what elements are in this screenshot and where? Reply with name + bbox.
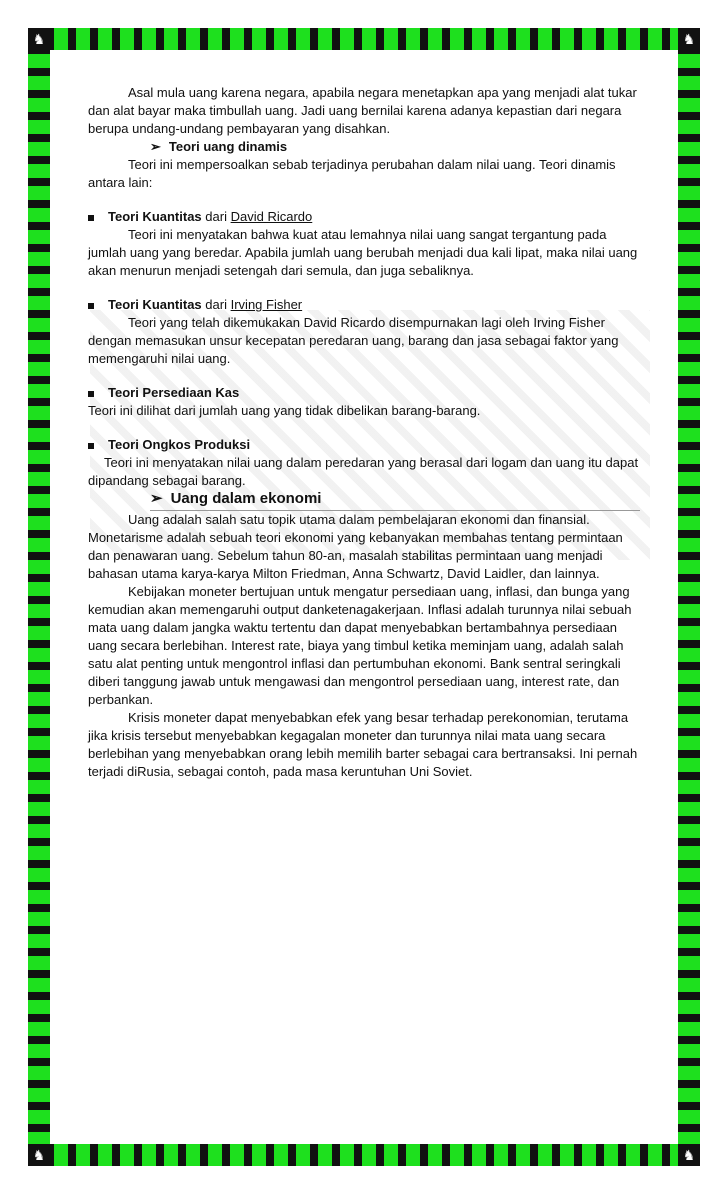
list-item: Teori Ongkos Produksi [88,436,643,454]
section-heading: ➢ Uang dalam ekonomi [150,490,640,511]
paragraph: Teori ini menyatakan bahwa kuat atau lemahnya nilai uang sangat tergantung pada jumlah uang yang beredar. Apabila jumlah uang berubah menjadi dua kali lipat, maka nilai uang akan menurun menjadi setengah dari semula, dan juga sebaliknya. [88,227,638,278]
paragraph: Asal mula uang karena negara, apabila negara menetapkan apa yang menjadi alat tukar dan alat bayar maka timbullah uang. Jadi uang bernilai karena adanya kepastian dari negara berupa undang-undang pembayaran yang disahkan. [88,85,637,136]
document-body [88,84,643,781]
border-right [678,50,700,1144]
corner-camera-icon: ♞ [678,28,700,50]
paragraph: Kebijakan moneter bertujuan untuk mengatur persediaan uang, inflasi, dan bunga yang kemudian akan memengaruhi output danketenagakerjaan. Inflasi adalah turunnya nilai sebuah mata uang dalam jangka waktu tertentu dan dapat menyebabkan bertambahnya persediaan uang secara berlebihan. Interest rate, biaya yang timbul ketika meminjam uang, adalah salah satu alat penting untuk mengontrol inflasi dan pertumbuhan ekonomi. Bank sentral seringkali diberi tanggung jawab untuk mengawasi dan mengontrol persediaan uang, interest rate, dan perbankan. [88,584,632,707]
border-top [28,28,700,50]
corner-camera-icon: ♞ [28,28,50,50]
heading: ➢ Teori uang dinamis [150,139,288,154]
bullet-icon [88,215,94,221]
corner-camera-icon: ♞ [678,1144,700,1166]
border-left [28,50,50,1144]
bullet-icon [88,303,94,309]
list-item: Teori Kuantitas dari Irving Fisher [88,296,643,314]
list-item: Teori Kuantitas dari David Ricardo [88,208,643,226]
corner-camera-icon: ♞ [28,1144,50,1166]
bullet-icon [88,391,94,397]
paragraph: Teori yang telah dikemukakan David Ricardo disempurnakan lagi oleh Irving Fisher dengan memasukan unsur kecepatan peredaran uang, barang dan jasa sebagai faktor yang memengaruhi nilai uang. [88,315,619,366]
bullet-icon [88,443,94,449]
border-bottom [28,1144,700,1166]
paragraph: Teori ini menyatakan nilai uang dalam peredaran yang berasal dari logam dan uang itu dapat dipandang sebagai barang. [88,455,639,488]
paragraph: Teori ini mempersoalkan sebab terjadinya perubahan dalam nilai uang. Teori dinamis antara lain: [88,157,616,190]
arrow-icon: ➢ [150,139,161,154]
paragraph: Uang adalah salah satu topik utama dalam pembelajaran ekonomi dan finansial. Monetarisme adalah sebuah teori ekonomi yang kebanyakan membahas tentang permintaan dan penawaran uang. Sebelum tahun 80-an, masalah stabilitas permintaan uang menjadi bahasan utama karya-karya Milton Friedman, Anna Schwartz, David Laidler, dan lainnya. [88,512,623,581]
arrow-icon: ➢ [150,490,163,507]
list-item: Teori Persediaan Kas [88,384,643,402]
paragraph: Teori ini dilihat dari jumlah uang yang tidak dibelikan barang-barang. [88,403,481,418]
link[interactable]: David Ricardo [230,209,313,224]
link[interactable]: Irving Fisher [230,297,303,312]
paragraph: Krisis moneter dapat menyebabkan efek yang besar terhadap perekonomian, terutama jika krisis tersebut menyebabkan kegagalan moneter dan turunnya nilai mata uang secara berlebihan yang menyebabkan orang lebih memilih barter sebagai cara bertransaksi. Ini pernah terjadi diRusia, sebagai contoh, pada masa keruntuhan Uni Soviet. [88,710,638,779]
